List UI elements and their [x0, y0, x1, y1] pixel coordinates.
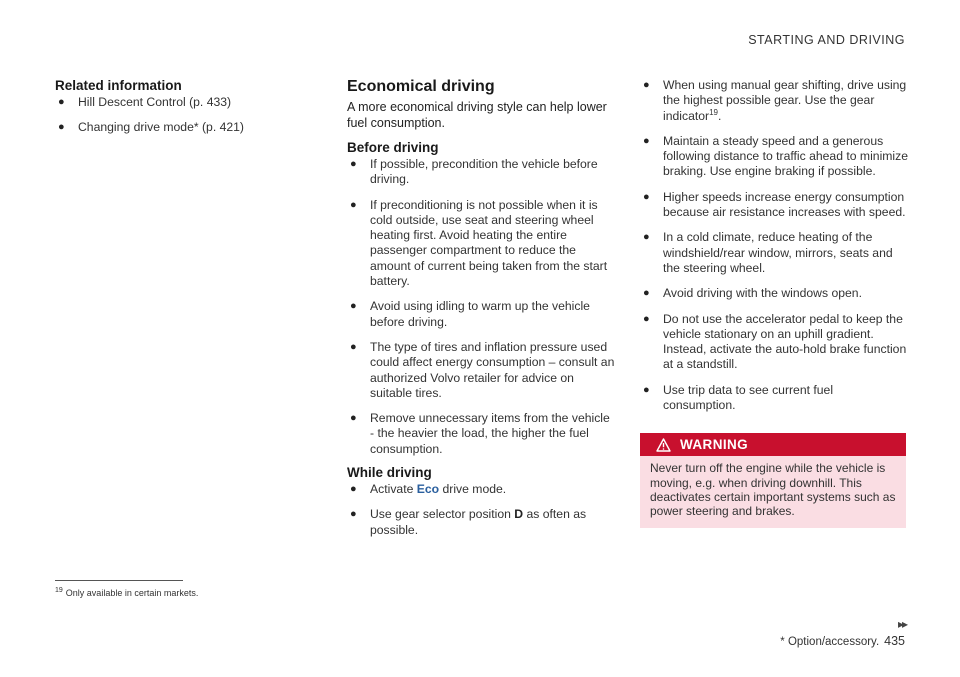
option-note: * Option/accessory. [780, 636, 880, 648]
page-footer [780, 634, 905, 648]
eco-mode-label: Eco [416, 482, 440, 497]
driving-tips-list [640, 78, 908, 413]
list-item: ● Use trip data to see current fuel consumption. [643, 382, 834, 413]
related-title: Related information [55, 78, 182, 93]
list-item: ● Maintain a steady speed and a generous following distance to traffic ahead to minimize braking. Use engine braking if possible. [643, 133, 909, 179]
bullet-icon: ● [350, 412, 357, 425]
list-item: ● Use gear selector position D as often as possible. [350, 507, 587, 537]
while-driving-list [347, 482, 615, 538]
warning-header [640, 433, 906, 456]
gear-position-label: D [514, 507, 524, 522]
related-link-drive-mode[interactable]: ● Changing drive mode* (p. 421) [58, 120, 244, 135]
warning-triangle-icon [656, 438, 671, 452]
economical-driving [347, 78, 615, 538]
bullet-icon: ● [350, 340, 357, 353]
list-item: ● The type of tires and inflation pressure used could affect energy consumption – consult an authorized Volvo retailer for advice on suitable tires. [350, 339, 615, 400]
next-page-icon[interactable]: ▸▸ [897, 617, 906, 631]
bullet-icon: ● [350, 300, 357, 313]
bullet-icon: ● [643, 312, 650, 325]
bullet-icon: ● [643, 134, 650, 147]
lead-text: A more economical driving style can help lower fuel consumption. [347, 100, 607, 130]
bullet-icon: ● [350, 158, 357, 170]
list-item: ● Higher speeds increase energy consumption because air resistance increases with speed. [643, 189, 906, 220]
related-link-hill-descent[interactable]: ● Hill Descent Control (p. 433) [58, 95, 232, 109]
bullet-icon: ● [643, 287, 650, 300]
page-number: 435 [884, 634, 905, 648]
bullet-icon: ● [643, 79, 650, 91]
list-item: ● Avoid driving with the windows open. [643, 286, 862, 301]
list-item: ● If preconditioning is not possible when it is cold outside, use seat and steering wheel heating first. Avoid heating the entire passenger compartment to reduce the amount of current being taken from the start battery. [350, 197, 608, 289]
list-item: ● Activate Eco drive mode. [350, 482, 507, 497]
bullet-icon: ● [350, 198, 357, 211]
list-item: ● If possible, precondition the vehicle before driving. [350, 157, 598, 187]
warning-box [640, 433, 906, 527]
before-driving-list [347, 157, 615, 457]
list-item: ● When using manual gear shifting, drive using the highest possible gear. Use the gear indicator$^{19}$. [643, 78, 907, 123]
bullet-icon: ● [643, 383, 650, 396]
list-item: ● Do not use the accelerator pedal to keep the vehicle stationary on an uphill gradient. Instead, activate the auto-hold brake function at a standstill. [643, 311, 907, 372]
bullet-icon: ● [643, 231, 650, 244]
list-item: ● In a cold climate, reduce heating of the windshield/rear window, mirrors, seats and the steering wheel. [643, 230, 893, 275]
related-information [55, 78, 300, 136]
warning-text: Never turn off the engine while the vehicle is moving, e.g. when driving downhill. This deactivates certain important systems such as power steering and brakes. [640, 456, 906, 527]
list-item: ● Remove unnecessary items from the vehicle - the heavier the load, the higher the fuel consumption. [350, 411, 610, 456]
while-driving-title: While driving [347, 465, 432, 481]
section-header: STARTING AND DRIVING [748, 33, 905, 47]
bullet-icon: ● [350, 483, 357, 496]
footnote: $^{19}$ Only available in certain markets. [55, 587, 199, 598]
driving-tips-continued [640, 78, 908, 528]
before-driving-title: Before driving [347, 140, 439, 155]
related-list [55, 95, 300, 136]
list-item: ● Avoid using idling to warm up the vehicle before driving. [350, 299, 590, 329]
bullet-icon: ● [350, 508, 357, 521]
bullet-icon: ● [58, 96, 65, 108]
page-title: Economical driving [347, 78, 495, 95]
footnote-ref[interactable]: 19 [709, 107, 718, 117]
warning-label: WARNING [680, 437, 749, 453]
bullet-icon: ● [643, 190, 650, 203]
bullet-icon: ● [58, 121, 65, 134]
footnote-divider [55, 580, 183, 581]
